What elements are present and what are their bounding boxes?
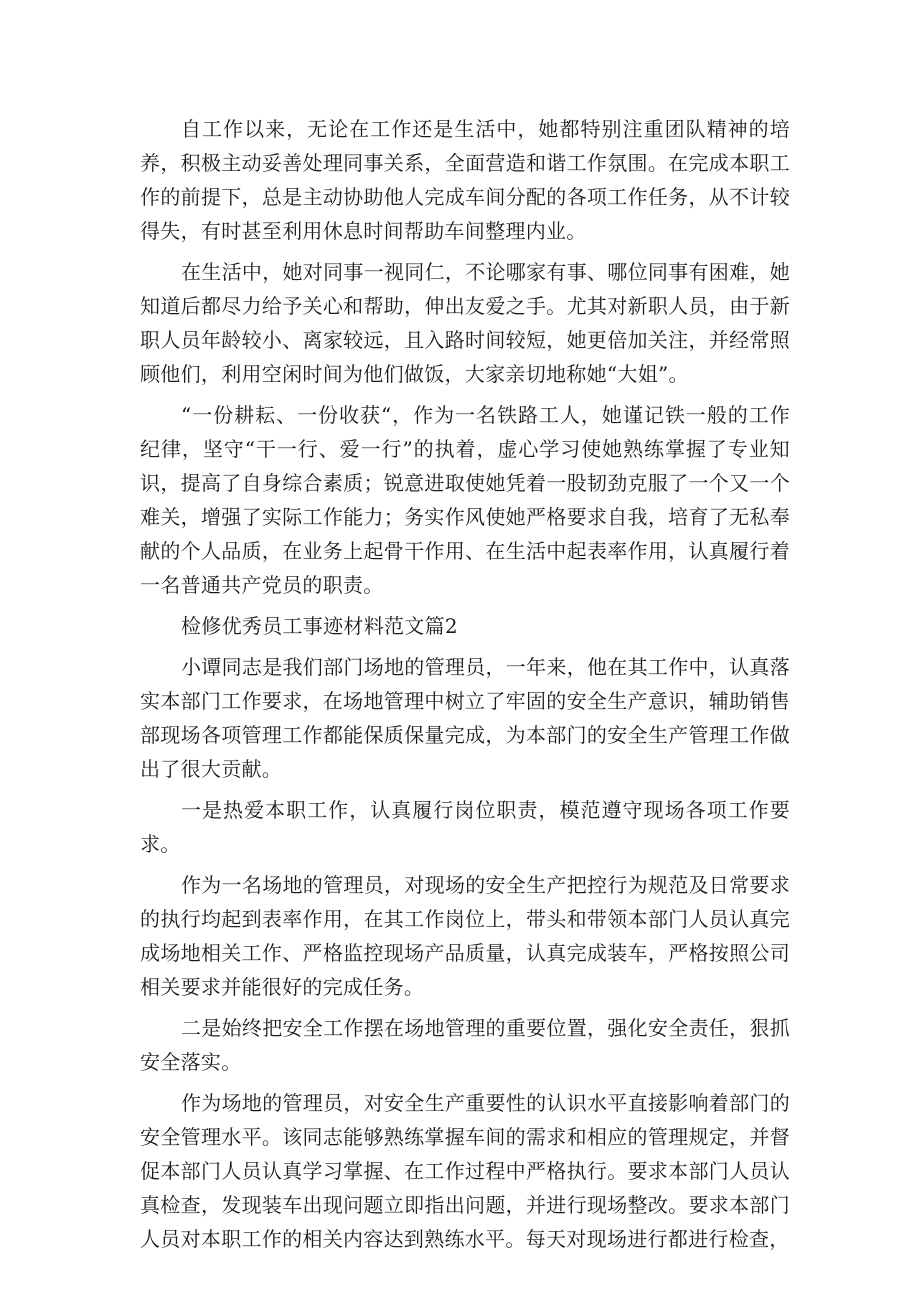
paragraph-point-one-detail: 作为一名场地的管理员，对现场的安全生产把控行为规范及日常要求的执行均起到表率作用，在其工作岗位上，带头和带领本部门人员认真完成场地相关工作、严格监控现场产品质量，认真完成装车，严格按照公司相关要求并能很好的完成任务。 (140, 873, 790, 999)
paragraph-dedication: “一份耕耘、一份收获“，作为一名铁路工人，她谨记铁一般的工作纪律，坚守“干一行、爱一行”的执着，虚心学习使她熟练掌握了专业知识，提高了自身综合素质；锐意进取使她凭着一股韧劲克服了一个又一个难关，增强了实际工作能力；务实作风使她严格要求自我，培育了无私奉献的个人品质，在业务上起骨干作用、在生活中起表率作用，认真履行着一名普通共产党员的职责。 (140, 403, 790, 597)
paragraph-point-two-detail: 作为场地的管理员，对安全生产重要性的认识水平直接影响着部门的安全管理水平。该同志能够熟练掌握车间的需求和相应的管理规定，并督促本部门人员认真学习掌握、在工作过程中严格执行。要求本部门人员认真检查，发现装车出现问题立即指出问题，并进行现场整改。要求本部门人员对本职工作的相关内容达到熟练水平。每天对现场进行都进行检查， (140, 1091, 790, 1251)
section-heading: 检修优秀员工事迹材料范文篇2 (181, 614, 458, 638)
paragraph-point-one: 一是热爱本职工作，认真履行岗位职责，模范遵守现场各项工作要求。 (140, 798, 790, 856)
paragraph-site-manager-intro: 小谭同志是我们部门场地的管理员，一年来，他在其工作中，认真落实本部门工作要求，在场地管理中树立了牢固的安全生产意识，辅助销售部现场各项管理工作都能保质保量完成，为本部门的安全生产管理工作做出了很大贡献。 (140, 655, 790, 781)
paragraph-teamwork: 自工作以来，无论在工作还是生活中，她都特别注重团队精神的培养，积极主动妥善处理同事关系，全面营造和谐工作氛围。在完成本职工作的前提下，总是主动协助他人完成车间分配的各项工作任务，从不计较得失，有时甚至利用休息时间帮助车间整理内业。 (140, 117, 790, 243)
paragraph-caring-colleagues: 在生活中，她对同事一视同仁，不论哪家有事、哪位同事有困难，她知道后都尽力给予关心和帮助，伸出友爱之手。尤其对新职人员，由于新职人员年龄较小、离家较远，且入路时间较短，她更倍加关注，并经常照顾他们，利用空闲时间为他们做饭，大家亲切地称她“大姐”。 (140, 260, 790, 386)
document-body (140, 112, 790, 1263)
paragraph-point-two: 二是始终把安全工作摆在场地管理的重要位置，强化安全责任，狠抓安全落实。 (140, 1016, 790, 1074)
